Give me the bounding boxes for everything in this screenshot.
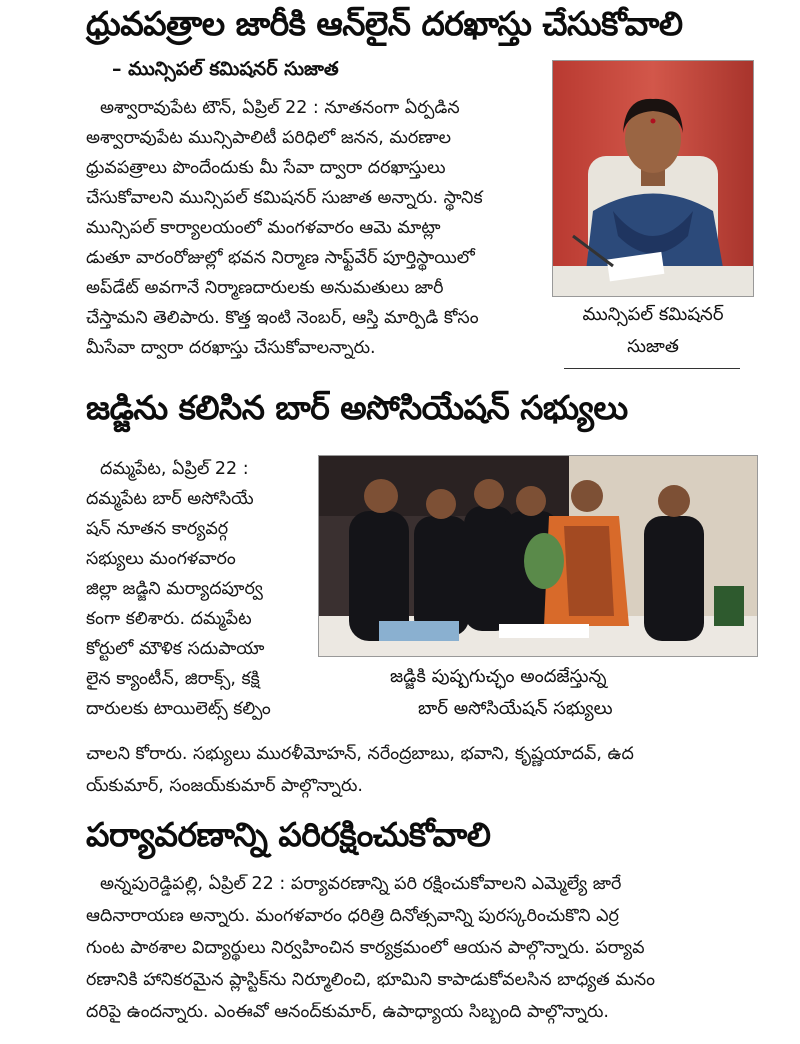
article2-line: లైన క్యాంటీన్, జిరాక్స్, కక్షి xyxy=(86,669,260,689)
group-photo-caption-line2: బార్ అసోసియేషన్ సభ్యులు xyxy=(418,698,613,719)
commissioner-photo xyxy=(552,60,754,297)
article3-line: అన్నపురెడ్డిపల్లి, ఏప్రిల్ 22 : పర్యావరణాన్ని పరి రక్షించుకోవాలని ఎమ్మెల్యే జారే xyxy=(100,874,622,894)
commissioner-caption-line2: సుజాత xyxy=(627,336,679,357)
article1-line: అప్‌డేట్ అవగానే నిర్మాణదారులకు అనుమతులు జారీ xyxy=(86,278,444,298)
article2-line: దమ్మపేట బార్ అసోసియే xyxy=(86,489,254,509)
article1-line: అశ్వారావుపేట మున్సిపాలిటీ పరిధిలో జనన, మరణాల xyxy=(86,128,452,148)
article1-line: మున్సిపల్ కార్యాలయంలో మంగళవారం ఆమె మాట్లా xyxy=(86,218,441,238)
article2-line: చాలని కోరారు. సభ్యులు మురళీమోహన్, నరేంద్రబాబు, భవాని, కృష్ణయాదవ్, ఉద xyxy=(86,744,634,764)
article1-line: ధ్రువపత్రాలు పొందేందుకు మీ సేవా ద్వారా దరఖాస్తులు xyxy=(86,158,446,178)
group-photo-caption-line1: జడ్జికి పుష్పగుచ్ఛం అందజేస్తున్న xyxy=(390,666,607,687)
article1-line: మీసేవా ద్వారా దరఖాస్తు చేసుకోవాలన్నారు. xyxy=(86,338,376,358)
article2-line: దారులకు టాయిలెట్స్ కల్పిం xyxy=(86,699,271,719)
article2-line: కంగా కలిశారు. దమ్మపేట xyxy=(86,609,252,629)
article3-line: ఆదినారాయణ అన్నారు. మంగళవారం ధరిత్రి దినోత్సవాన్ని పురస్కరించుకొని ఎర్ర xyxy=(86,906,619,926)
article2-line: దమ్మపేట, ఏప్రిల్ 22 : xyxy=(100,459,249,479)
caption-underline xyxy=(564,368,740,369)
article2-line: సభ్యులు మంగళవారం xyxy=(86,549,236,569)
article2-headline: జడ్జిను కలిసిన బార్ అసోసియేషన్ సభ్యులు xyxy=(86,388,628,427)
article3-line: దరిపై ఉందన్నారు. ఎంఈవో ఆనంద్‌కుమార్, ఉపాధ్యాయ సిబ్బంది పాల్గొన్నారు. xyxy=(86,1002,609,1022)
article1-line: చేసుకోవాలని మున్సిపల్ కమిషనర్ సుజాత అన్నారు. స్థానిక xyxy=(86,188,483,208)
article2-line: య్‌కుమార్, సంజయ్‌కుమార్ పాల్గొన్నారు. xyxy=(86,776,363,796)
article1-headline: ధ్రువపత్రాల జారీకి ఆన్‌లైన్ దరఖాస్తు చేసుకోవాలి xyxy=(86,4,683,43)
article1-line: డుతూ వారంరోజుల్లో భవన నిర్మాణ సాఫ్ట్‌వేర్ పూర్తిస్థాయిలో xyxy=(86,248,475,268)
article3-line: గుంట పాఠశాల విద్యార్థులు నిర్వహించిన కార్యక్రమంలో ఆయన పాల్గొన్నారు. పర్యావ xyxy=(86,938,645,958)
bar-association-photo xyxy=(318,455,758,657)
article1-line: చేస్తామని తెలిపారు. కొత్త ఇంటి నెంబర్, ఆస్తి మార్పిడి కోసం xyxy=(86,308,479,328)
article2-line: షన్ నూతన కార్యవర్గ xyxy=(86,519,229,539)
article3-line: రణానికి హానికరమైన ప్లాస్టిక్‌ను నిర్మూలించి, భూమిని కాపాడుకోవలసిన బాధ్యత మనం xyxy=(86,970,656,990)
article3-headline: పర్యావరణాన్ని పరిరక్షించుకోవాలి xyxy=(86,815,491,854)
article1-line: అశ్వారావుపేట టౌన్, ఏప్రిల్ 22 : నూతనంగా ఏర్పడిన xyxy=(100,98,460,118)
commissioner-caption-line1: మున్సిపల్ కమిషనర్ xyxy=(582,304,724,325)
article2-line: కోర్టులో మౌళిక సదుపాయా xyxy=(86,639,265,659)
article2-line: జిల్లా జడ్జిని మర్యాదపూర్వ xyxy=(86,579,263,599)
article1-byline: – మున్సిపల్ కమిషనర్ సుజాత xyxy=(112,58,339,80)
